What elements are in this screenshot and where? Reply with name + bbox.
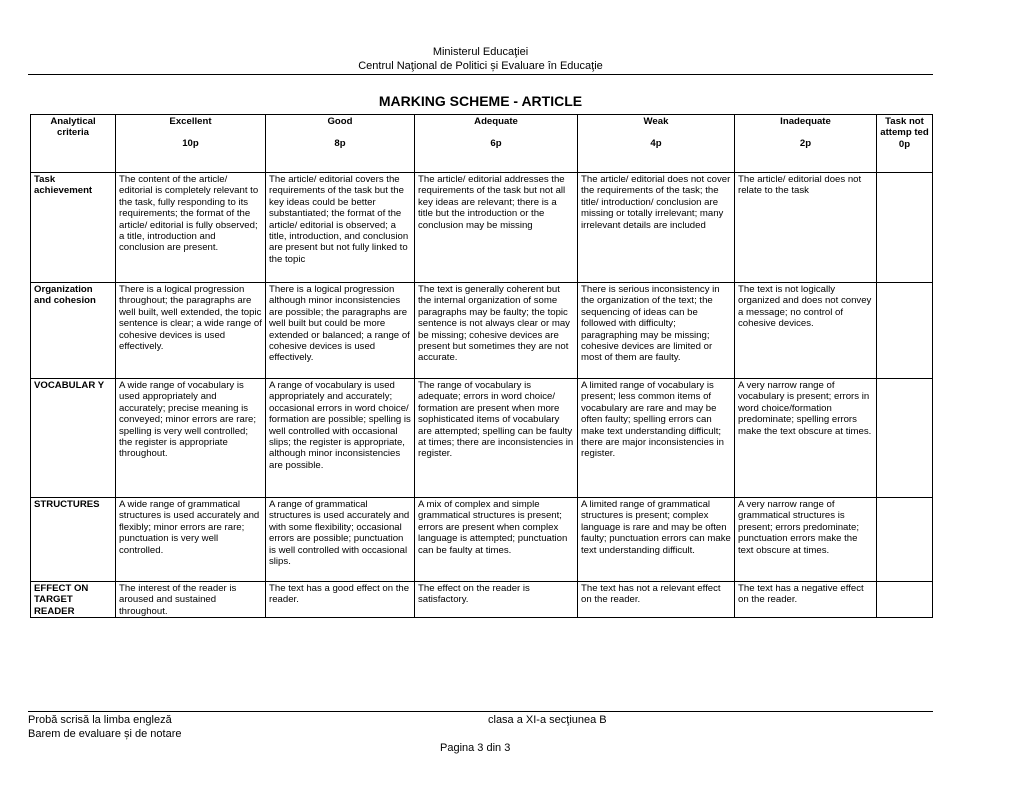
descriptor-cell: A range of vocabulary is used appropriately and accurately; occasional errors in word choice/ formation are possible; spelling is well controlled with occasional slips; the register is appropriate, although minor inconsistencies are possible. — [266, 379, 415, 498]
column-points: 4p — [650, 138, 662, 150]
descriptor-cell — [877, 379, 933, 498]
descriptor-cell: The article/ editorial does not relate to the task — [735, 173, 877, 283]
header-divider — [28, 74, 933, 75]
column-label: Inadequate — [780, 116, 831, 127]
descriptor-cell: The content of the article/ editorial is completely relevant to the task, fully responding to its requirements; the format of the article/ editorial is fully observed; a title, introduction and conclusion are present. — [116, 173, 266, 283]
descriptor-cell: The text has a good effect on the reader. — [266, 582, 415, 618]
descriptor-cell: The article/ editorial addresses the requirements of the task but not all key ideas are relevant; there is a title but the introduction or the conclusion may be missing — [415, 173, 578, 283]
descriptor-cell: A range of grammatical structures is used accurately and with some flexibility; occasional errors are possible; punctuation is well controlled with occasional slips. — [266, 498, 415, 582]
column-header-not-attempted — [877, 115, 933, 173]
marking-scheme-table — [30, 114, 933, 618]
column-label: Good — [327, 116, 353, 127]
descriptor-cell: The article/ editorial does not cover the requirements of the task; the title/ introduction/ conclusion are missing or totally irrelevant; many irrelevant details are included — [578, 173, 735, 283]
column-header-excellent — [116, 115, 266, 173]
descriptor-cell: The range of vocabulary is adequate; errors in word choice/ formation are present when more sophisticated items of vocabulary are attempted; spelling can be faulty at times; there are inconsistencies in register. — [415, 379, 578, 498]
descriptor-cell: A very narrow range of grammatical structures is present; errors predominate; punctuation errors make the text obscure at times. — [735, 498, 877, 582]
header-row — [31, 115, 933, 173]
descriptor-cell: The article/ editorial covers the requirements of the task but the key ideas could be better substantiated; the format of the article/ editorial is observed; a title, introduction, and conclusion are present but not fully linked to the topic — [266, 173, 415, 283]
descriptor-cell: A wide range of vocabulary is used appropriately and accurately; precise meaning is conveyed; minor errors are rare; spelling is very well controlled; the register is appropriate throughout. — [116, 379, 266, 498]
descriptor-cell: The text is generally coherent but the internal organization of some paragraphs may be faulty; the topic sentence is not always clear or may be missing; cohesive devices are present but sometimes they are not accurate. — [415, 283, 578, 379]
descriptor-cell — [877, 498, 933, 582]
column-points: 8p — [334, 138, 346, 150]
criterion-cell: Task achievement — [31, 173, 116, 283]
descriptor-cell: The interest of the reader is aroused and sustained throughout. — [116, 582, 266, 618]
page-title: MARKING SCHEME - ARTICLE — [378, 93, 583, 109]
table-row-task-achievement — [31, 173, 933, 283]
header-ministry: Ministerul Educaţiei — [432, 46, 529, 58]
header-centre: Centrul Naţional de Politici și Evaluare în Educaţie — [358, 60, 603, 72]
column-label: Weak — [643, 116, 669, 127]
column-points: 0p — [898, 138, 911, 150]
descriptor-cell: There is a logical progression throughout; the paragraphs are well built, well extended, the topic sentence is clear; a wide range of cohesive devices is used effectively. — [116, 283, 266, 379]
criterion-cell: STRUCTURES — [31, 498, 116, 582]
column-header-criteria — [31, 115, 116, 173]
column-points: 2p — [799, 138, 812, 150]
footer-divider — [28, 711, 933, 712]
descriptor-cell: There is a logical progression although minor inconsistencies are possible; the paragraphs are well built but could be more extended or balanced; a range of cohesive devices is used effectively. — [266, 283, 415, 379]
footer-scheme: Barem de evaluare și de notare — [28, 728, 182, 740]
descriptor-cell — [877, 173, 933, 283]
descriptor-cell: A very narrow range of vocabulary is present; errors in word choice/formation predominate; spelling errors make the text obscure at times. — [735, 379, 877, 498]
descriptor-cell: A mix of complex and simple grammatical structures is present; errors are present when complex language is attempted; punctuation can be faulty at times. — [415, 498, 578, 582]
column-header-inadequate — [735, 115, 877, 173]
criterion-cell: VOCABULAR Y — [31, 379, 116, 498]
criterion-cell: EFFECT ON TARGET READER — [31, 582, 116, 618]
footer-subject: Probă scrisă la limba engleză — [28, 714, 172, 726]
table-row-effect-on-reader — [31, 582, 933, 618]
descriptor-cell: A limited range of grammatical structures is present; complex language is rare and may be often faulty; punctuation errors can make text understanding difficult. — [578, 498, 735, 582]
table-row-organization — [31, 283, 933, 379]
column-label: Analytical criteria — [50, 116, 96, 139]
criterion-cell: Organization and cohesion — [31, 283, 116, 379]
column-label: Adequate — [474, 116, 518, 127]
descriptor-cell — [877, 283, 933, 379]
descriptor-cell: The text has a negative effect on the reader. — [735, 582, 877, 618]
column-points: 6p — [490, 138, 502, 150]
footer-class: clasa a XI-a secţiunea B — [488, 714, 607, 726]
table-row-structures — [31, 498, 933, 582]
descriptor-cell: A wide range of grammatical structures is used accurately and flexibly; minor errors are rare; punctuation is very well controlled. — [116, 498, 266, 582]
descriptor-cell: There is serious inconsistency in the organization of the text; the sequencing of ideas can be followed with difficulty; paragraphing may be missing; cohesive devices are limited or most of them are faulty. — [578, 283, 735, 379]
column-label: Task not attemp ted — [880, 116, 929, 139]
column-label: Excellent — [169, 116, 212, 127]
descriptor-cell — [877, 582, 933, 618]
descriptor-cell: A limited range of vocabulary is present; less common items of vocabulary are rare and may be often faulty; spelling errors can make text understanding difficult; there are major inconsistencies in register. — [578, 379, 735, 498]
footer-page-number: Pagina 3 din 3 — [440, 742, 511, 754]
table-row-vocabulary — [31, 379, 933, 498]
column-header-adequate — [415, 115, 578, 173]
descriptor-cell: The text has not a relevant effect on the reader. — [578, 582, 735, 618]
column-header-weak — [578, 115, 735, 173]
column-points: 10p — [182, 138, 199, 150]
descriptor-cell: The text is not logically organized and does not convey a message; no control of cohesive devices. — [735, 283, 877, 379]
column-header-good — [266, 115, 415, 173]
descriptor-cell: The effect on the reader is satisfactory. — [415, 582, 578, 618]
